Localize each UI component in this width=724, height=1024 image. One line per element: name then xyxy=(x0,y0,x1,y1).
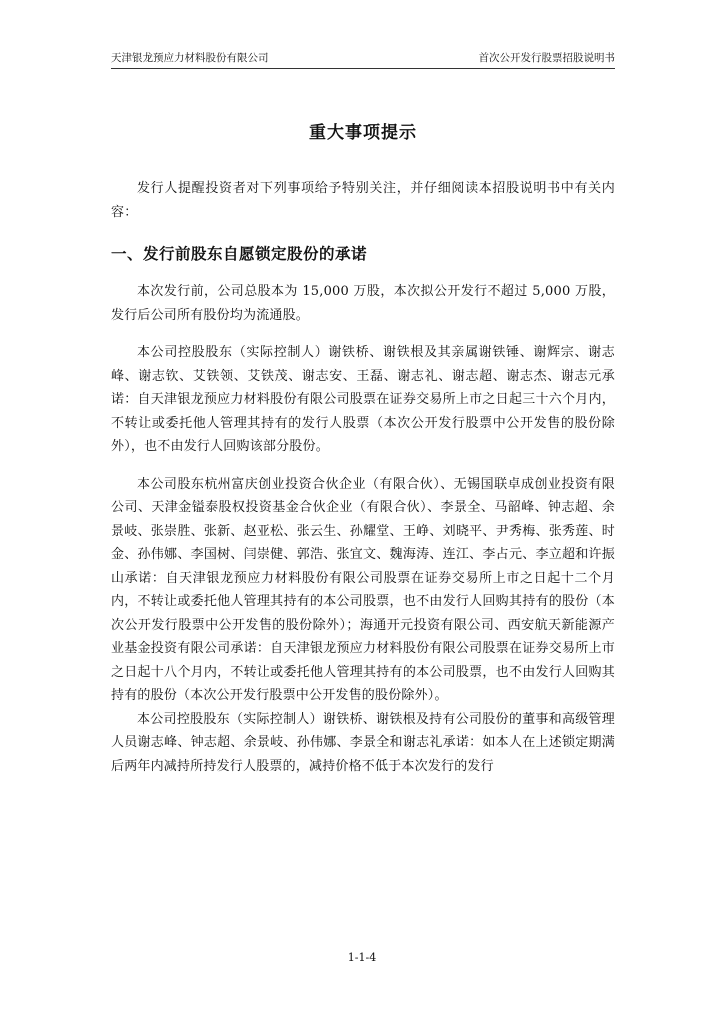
page-title: 重大事项提示 xyxy=(309,123,417,143)
page-header xyxy=(111,50,615,69)
paragraph-share-capital: 本次发行前，公司总股本为 15,000 万股，本次拟公开发行不超过 5,000 万股，发行后公司所有股份均为流通股。 xyxy=(111,284,615,323)
section-heading: 一、发行前股东自愿锁定股份的承诺 xyxy=(111,245,368,263)
document-body xyxy=(111,177,615,778)
intro-paragraph: 发行人提醒投资者对下列事项给予特别关注，并仔细阅读本招股说明书中有关内容： xyxy=(111,181,615,220)
page-number: 1-1-4 xyxy=(347,951,377,964)
paragraph-director-commitments: 本公司控股股东（实际控制人）谢铁桥、谢铁根及持有公司股份的董事和高级管理人员谢志峰、钟志超、余景岐、孙伟娜、李景全和谢志礼承诺：如本人在上述锁定期满后两年内减持所持发行人股票的，减持价格不低于本次发行的发行 xyxy=(111,711,615,774)
paragraph-other-shareholders: 本公司股东杭州富庆创业投资合伙企业（有限合伙）、无锡国联卓成创业投资有限公司、天津金镒泰股权投资基金合伙企业（有限合伙）、李景全、马韶峰、钟志超、余景岐、张崇胜、张新、赵亚松、张云生、孙耀堂、王峥、刘晓平、尹秀梅、张秀莲、时金、孙伟娜、李国树、闫崇健、郭浩、张宜文、魏海涛、连江、李占元、李立超和许振山承诺：自天津银龙预应力材料股份有限公司股票在证券交易所上市之日起十二个月内，不转让或委托他人管理其持有的本公司股票，也不由发行人回购其持有的股份（本次公开发行股票中公开发售的股份除外）；海通开元投资有限公司、西安航天新能源产业基金投资有限公司承诺：自天津银龙预应力材料股份有限公司股票在证券交易所上市之日起十八个月内，不转让或委托他人管理其持有的本公司股票，也不由发行人回购其持有的股份（本次公开发行股票中公开发售的股份除外）。 xyxy=(111,476,615,703)
header-document-name: 首次公开发行股票招股说明书 xyxy=(478,52,615,64)
header-company-name: 天津银龙预应力材料股份有限公司 xyxy=(111,52,269,64)
paragraph-controlling-shareholders: 本公司控股股东（实际控制人）谢铁桥、谢铁根及其亲属谢铁锤、谢辉宗、谢志峰、谢志钦、艾铁领、艾铁茂、谢志安、王磊、谢志礼、谢志超、谢志杰、谢志元承诺：自天津银龙预应力材料股份有限公司股票在证券交易所上市之日起三十六个月内，不转让或委托他人管理其持有的发行人股票（本次公开发行股票中公开发售的股份除外），也不由发行人回购该部分股份。 xyxy=(111,345,615,454)
